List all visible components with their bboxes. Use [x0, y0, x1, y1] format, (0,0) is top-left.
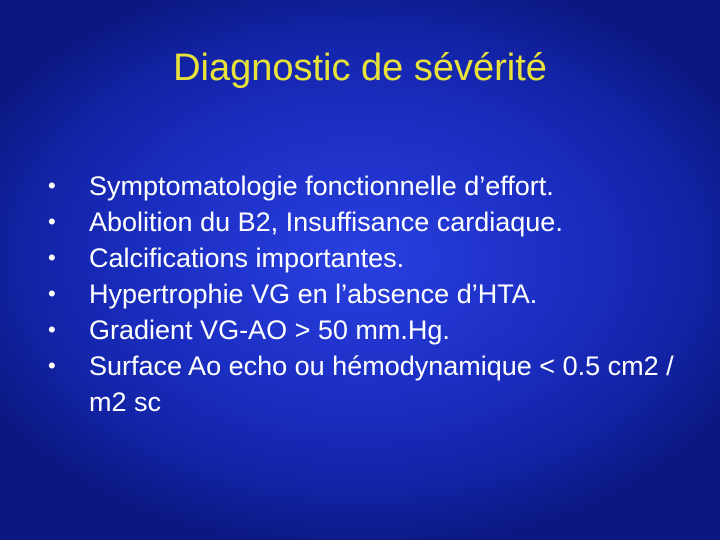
bullet-item — [48, 204, 688, 240]
bullet-icon: • — [48, 245, 56, 270]
bullet-item — [48, 240, 688, 276]
bullet-icon: • — [48, 281, 56, 306]
bullet-text: Abolition du B2, Insuffisance cardiaque. — [89, 207, 563, 237]
bullet-item — [48, 276, 688, 312]
slide-title: Diagnostic de sévérité — [173, 47, 547, 89]
bullet-text: Gradient VG-AO > 50 mm.Hg. — [89, 315, 450, 345]
bullet-list — [48, 168, 688, 420]
bullet-icon: • — [48, 173, 56, 198]
bullet-icon: • — [48, 317, 56, 342]
bullet-text: Surface Ao echo ou hémodynamique < 0.5 cm2 / m2 sc — [89, 351, 674, 417]
bullet-item — [48, 168, 688, 204]
bullet-icon: • — [48, 209, 56, 234]
bullet-icon: • — [48, 353, 56, 378]
bullet-text: Symptomatologie fonctionnelle d’effort. — [89, 171, 554, 201]
bullet-text: Hypertrophie VG en l’absence d’HTA. — [89, 279, 538, 309]
bullet-item — [48, 348, 688, 420]
bullet-text: Calcifications importantes. — [89, 243, 405, 273]
bullet-item — [48, 312, 688, 348]
